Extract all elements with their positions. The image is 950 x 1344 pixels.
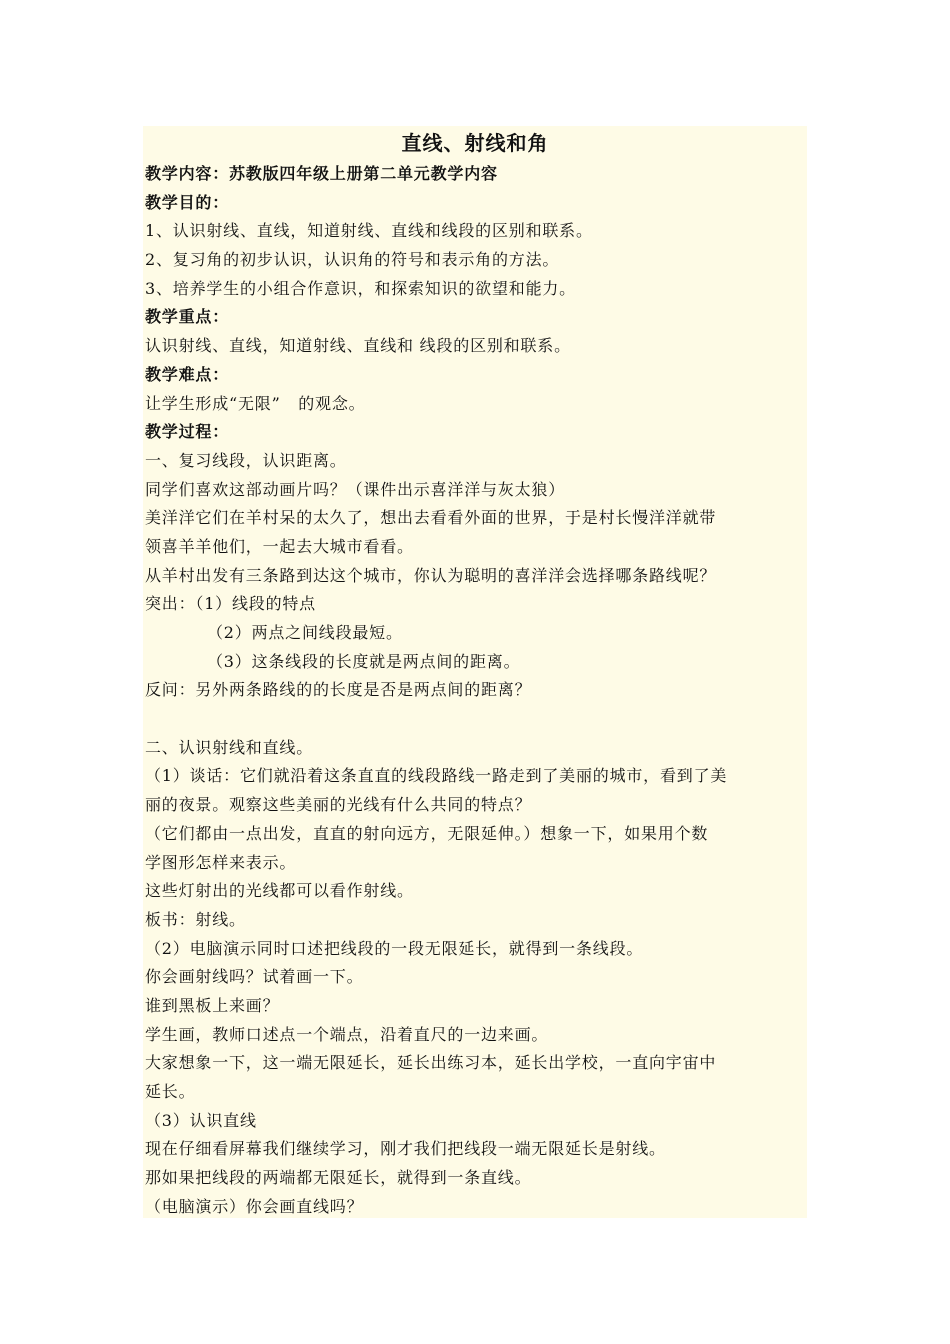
paragraph-line: （3）这条线段的长度就是两点间的距离。 [207, 651, 521, 671]
blank-line [143, 705, 807, 734]
paragraph-line: 学图形怎样来表示。 [145, 852, 297, 872]
paragraph-line: 从羊村出发有三条路到达这个城市，你认为聪明的喜洋洋会选择哪条路线呢？ [145, 565, 717, 585]
difficulty-text: 让学生形成“无限” 的观念。 [145, 393, 366, 413]
paragraph-line: 延长。 [145, 1082, 196, 1101]
section2-heading: 二、认识射线和直线。 [145, 737, 314, 757]
paragraph-line: （2）两点之间线段最短。 [207, 623, 403, 642]
paragraph-line: 同学们喜欢这部动画片吗？（课件出示喜洋洋与灰太狼） [145, 479, 566, 499]
section1-heading: 一、复习线段，认识距离。 [145, 450, 347, 470]
paragraph-line: 那如果把线段的两端都无限延长，就得到一条直线。 [145, 1168, 532, 1188]
document-page [143, 126, 807, 1218]
paragraph-line: 你会画射线吗？试着画一下。 [145, 967, 364, 987]
paragraph-line: （它们都由一点出发，直直的射向远方，无限延伸。）想象一下，如果用个数 [145, 823, 709, 843]
paragraph-line: 美洋洋它们在羊村呆的太久了，想出去看看外面的世界，于是村长慢洋洋就带 [145, 508, 717, 528]
paragraph-line: （电脑演示）你会画直线吗？ [145, 1196, 364, 1216]
paragraph-line: 突出：（1）线段的特点 [145, 594, 316, 614]
key-heading: 教学重点： [145, 307, 230, 327]
process-heading: 教学过程： [145, 422, 230, 442]
goal-item: 2、复习角的初步认识，认识角的符号和表示角的方法。 [145, 250, 560, 270]
paragraph-line: 领喜羊羊他们，一起去大城市看看。 [145, 536, 414, 556]
paragraph-line: 学生画，教师口述点一个端点，沿着直尺的一边来画。 [145, 1024, 549, 1044]
goals-heading: 教学目的： [145, 192, 230, 212]
paragraph-line: （3）认识直线 [145, 1110, 257, 1130]
key-text: 认识射线、直线，知道射线、直线和 线段的区别和联系。 [145, 336, 571, 356]
difficulty-heading: 教学难点： [145, 364, 230, 384]
document-title: 直线、射线和角 [401, 131, 549, 155]
paragraph-line: 这些灯射出的光线都可以看作射线。 [145, 881, 414, 901]
paragraph-line: （1）谈话：它们就沿着这条直直的线段路线一路走到了美丽的城市，看到了美 [145, 766, 728, 786]
paragraph-line: 丽的夜景。观察这些美丽的光线有什么共同的特点？ [145, 795, 532, 815]
goal-item: 3、培养学生的小组合作意识，和探索知识的欲望和能力。 [145, 278, 576, 298]
paragraph-line: 大家想象一下，这一端无限延长，延长出练习本，延长出学校，一直向宇宙中 [145, 1053, 717, 1073]
paragraph-line: 反问：另外两条路线的的长度是否是两点间的距离？ [145, 680, 532, 700]
goal-item: 1、认识射线、直线，知道射线、直线和线段的区别和联系。 [145, 221, 593, 241]
paragraph-line: （2）电脑演示同时口述把线段的一段无限延长，就得到一条线段。 [145, 938, 644, 958]
teaching-content: 教学内容：苏教版四年级上册第二单元教学内容 [145, 164, 498, 183]
paragraph-line: 现在仔细看屏幕我们继续学习，刚才我们把线段一端无限延长是射线。 [145, 1139, 666, 1159]
paragraph-line: 谁到黑板上来画？ [145, 995, 280, 1015]
paragraph-line: 板书：射线。 [145, 909, 246, 929]
